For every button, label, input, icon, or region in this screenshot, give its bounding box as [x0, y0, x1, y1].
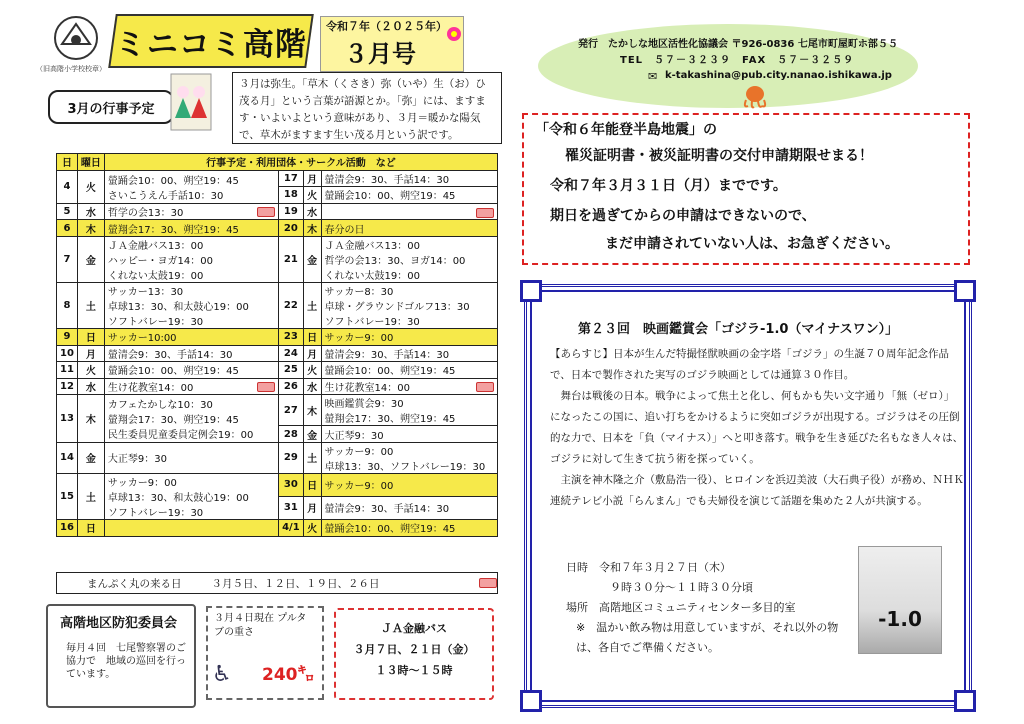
event-cell [321, 442, 497, 473]
event-line: 螢清会9：30、手話14：30 [324, 174, 450, 186]
weekday-cell: 月 [303, 496, 321, 519]
newsletter-title [108, 14, 314, 68]
pulltab-weight: 240㌔ [262, 665, 315, 685]
event-line: ソフトバレー19：30 [107, 507, 204, 519]
event-cell [104, 236, 278, 282]
event-line: 螢踊会10：00、朔空19：45 [324, 366, 456, 378]
day-cell: 8 [57, 282, 78, 328]
fish-truck-days [56, 572, 498, 594]
movie-time: ９時３０分～１１時３０分頃 [566, 581, 753, 594]
event-cell [104, 519, 278, 536]
event-cell [321, 426, 497, 443]
event-cell [104, 473, 278, 519]
event-cell [321, 170, 497, 187]
event-cell [104, 345, 278, 362]
day-cell: 4/1 [279, 519, 304, 536]
weekday-cell: 火 [303, 362, 321, 379]
movie-details [566, 558, 856, 658]
events-heading: 3月の行事予定 [48, 90, 174, 124]
event-line: 春分の日 [324, 224, 365, 236]
event-cell [321, 395, 497, 426]
event-line: 民生委員児童委員定例会19：00 [107, 430, 254, 442]
event-cell [321, 187, 497, 204]
event-line: 大正琴9：30 [324, 430, 384, 442]
ja-bank-bus-box [334, 608, 494, 700]
weekday-cell: 水 [303, 203, 321, 220]
school-emblem-icon [48, 14, 104, 62]
col-day: 日 [57, 154, 78, 171]
day-cell: 25 [279, 362, 304, 379]
issue-month: ３月号 [344, 40, 416, 68]
flower-icon [442, 22, 466, 46]
day-cell: 7 [57, 236, 78, 282]
notice-line-3: 令和７年３月３１日（月）までです。 [550, 178, 787, 194]
event-line: 螢翔会17：30、朔空19：45 [324, 414, 456, 426]
table-row [57, 519, 498, 536]
event-cell [104, 378, 278, 395]
weekday-cell: 日 [77, 328, 104, 345]
truck-icon [476, 382, 494, 392]
weekday-cell: 土 [303, 282, 321, 328]
publisher-address: 発行 たかしな地区活性化協議会 〒926-0836 七尾市町屋町ホ部５５ [578, 39, 898, 50]
synopsis-para-1: 【あらすじ】日本が生んだ特撮怪獣映画の金字塔「ゴジラ」の生誕７０周年記念作品で、日本で製作された実写のゴジラ映画としては通算３０作目。 [550, 348, 949, 381]
synopsis-para-3: 主演を神木隆之介（敷島浩一役）、ヒロインを浜辺美波（大石典子役）が務め、ＮＨＫ連続テレビ小説「らんまん」でも夫婦役を演じて話題を集めた２人が共演する。 [550, 474, 965, 507]
hina-doll-icon [166, 70, 216, 132]
movie-title: 第２３回 映画鑑賞会「ゴジラ-1.0（マイナスワン）」 [578, 322, 899, 337]
col-weekday: 曜日 [77, 154, 104, 171]
day-cell: 21 [279, 236, 304, 282]
day-cell: 26 [279, 378, 304, 395]
event-line: サッカー9：00 [324, 446, 394, 458]
event-line: カフェたかしな10：30 [107, 400, 213, 412]
wheelchair-icon: ♿ [212, 662, 232, 687]
crime-prevention-body: 毎月４回 七尾警察署のご協力で 地域の巡回を行っています。 [66, 643, 186, 680]
truck-icon [257, 382, 275, 392]
event-line: さいこうえん手話10：30 [107, 190, 224, 202]
event-line: 哲学の会13：30 [108, 204, 275, 219]
event-line: ソフトバレー19：30 [324, 316, 420, 328]
event-cell [104, 170, 278, 203]
weekday-cell: 火 [303, 519, 321, 536]
pulltab-label: ３月４日現在 プルタブの重さ [214, 613, 307, 638]
event-line: くれない太鼓19：00 [107, 270, 204, 282]
weekday-cell: 火 [303, 187, 321, 204]
event-cell [104, 395, 278, 443]
weekday-cell: 日 [303, 328, 321, 345]
day-cell: 15 [57, 473, 78, 519]
event-cell [104, 362, 278, 379]
truck-icon [257, 207, 275, 217]
event-cell [104, 442, 278, 473]
weekday-cell: 金 [77, 442, 104, 473]
event-cell [321, 203, 497, 220]
weekday-cell: 土 [77, 473, 104, 519]
day-cell: 27 [279, 395, 304, 426]
weekday-cell: 月 [303, 170, 321, 187]
event-line: ソフトバレー19：30 [107, 316, 204, 328]
event-cell [104, 203, 278, 220]
event-line: 生け花教室14：00 [325, 379, 494, 394]
frame-corner [954, 280, 976, 302]
weekday-cell: 土 [77, 282, 104, 328]
event-line: 螢翔会17：30、朔空19：45 [107, 415, 239, 427]
truck-icon [476, 208, 494, 218]
day-cell: 12 [57, 378, 78, 395]
table-row [57, 328, 498, 345]
table-row [57, 236, 498, 282]
event-line: サッカー9：00 [324, 481, 394, 493]
synopsis-para-2: 舞台は戦後の日本。戦争によって焦土と化し、何もかも失い文字通り「無（ゼロ）」になったこの国に、追い打ちをかけるように突如ゴジラが出現する。ゴジラはその圧倒的な力で、日本を「負（マイナス）」へと叩き落す。戦争を生き延びた名もなき人々は、ゴジラに対して生きて抗う術を探っていく。 [550, 390, 964, 465]
frame-corner [954, 690, 976, 712]
event-line: くれない太鼓19：00 [324, 270, 420, 282]
day-cell: 29 [279, 442, 304, 473]
event-line: 螢踊会10：00、朔空19：45 [324, 524, 456, 536]
day-cell: 31 [279, 496, 304, 519]
event-cell [104, 282, 278, 328]
day-cell: 20 [279, 220, 304, 237]
weekday-cell: 木 [77, 220, 104, 237]
movie-note: ※ 温かい飲み物は用意していますが、それ以外の物は、各自でご準備ください。 [576, 621, 839, 654]
event-line: ＪＡ金融バス13：00 [107, 240, 204, 252]
publisher-phone: TEL ５７－３２３９ FAX ５７－３２５９ [620, 55, 855, 66]
notice-line-2: 罹災証明書・被災証明書の交付申請期限せまる！ [565, 148, 873, 164]
table-row [57, 282, 498, 328]
event-line: 哲学の会13：30、ヨガ14：00 [324, 255, 466, 267]
day-cell: 13 [57, 395, 78, 443]
movie-synopsis [550, 344, 964, 512]
truck-icon [479, 578, 497, 588]
calendar-header-row [57, 154, 498, 171]
weekday-cell: 金 [303, 426, 321, 443]
weekday-cell: 水 [77, 378, 104, 395]
weekday-cell: 木 [303, 395, 321, 426]
event-line: 映画鑑賞会9：30 [324, 399, 404, 411]
event-line: ＪＡ金融バス13：00 [324, 240, 420, 252]
notice-line-5: まだ申請されていない人は、お急ぎください。 [605, 236, 899, 252]
table-row [57, 362, 498, 379]
day-cell: 17 [279, 170, 304, 187]
event-line: 螢清会9：30、手話14：30 [107, 349, 233, 361]
day-cell: 30 [279, 473, 304, 496]
poster-title: -1.0 [878, 607, 922, 631]
ja-bus-time: １３時～１５時 [375, 664, 453, 677]
event-line: 螢清会9：30、手話14：30 [324, 349, 450, 361]
day-cell: 4 [57, 170, 78, 203]
event-cell [321, 496, 497, 519]
weekday-cell: 火 [77, 362, 104, 379]
col-events: 行事予定・利用団体・サークル活動 など [104, 154, 497, 171]
ja-bus-dates: ３月７日、２１日（金） [353, 643, 475, 656]
march-intro: ３月は弥生。「草木（くさき）弥（いや）生（お）ひ茂る月」という言葉が語源とか。「弥」には、ますます・いよいよという意味があり、３月＝暖かな陽気で、草木がますます生い茂る月という訳です。 [232, 72, 502, 144]
table-row [57, 378, 498, 395]
publisher-email[interactable]: k-takashina@pub.city.nanao.ishikawa.jp [665, 70, 892, 81]
event-line: 卓球13：30、和太鼓心19：00 [107, 301, 249, 313]
event-cell [321, 519, 497, 536]
event-line: 生け花教室14：00 [108, 379, 275, 394]
weekday-cell: 日 [303, 473, 321, 496]
octopus-icon [740, 84, 770, 110]
event-line: サッカー8：30 [324, 286, 394, 298]
day-cell: 24 [279, 345, 304, 362]
mail-icon: ✉ [648, 70, 658, 83]
weekday-cell: 日 [77, 519, 104, 536]
event-line: 卓球・グラウンドゴルフ13：30 [324, 301, 470, 313]
ja-bus-title: ＪＡ金融バス [381, 622, 447, 635]
event-line: 螢踊会10：00、朔空19：45 [107, 175, 239, 187]
weekday-cell: 木 [77, 395, 104, 443]
weekday-cell: 水 [303, 378, 321, 395]
event-cell [321, 378, 497, 395]
event-line: 螢踊会10：00、朔空19：45 [107, 366, 239, 378]
event-line: サッカー10:00 [107, 333, 177, 345]
weekday-cell: 木 [303, 220, 321, 237]
event-cell [321, 473, 497, 496]
event-cell [321, 236, 497, 282]
event-line: 螢踊会10：00、朔空19：45 [324, 191, 456, 203]
frame-corner [520, 280, 542, 302]
calendar-body [57, 170, 498, 536]
notice-line-4: 期日を過ぎてからの申請はできないので、 [550, 208, 816, 224]
day-cell: 14 [57, 442, 78, 473]
day-cell: 23 [279, 328, 304, 345]
emblem-caption: （旧高階小学校校章） [36, 65, 106, 73]
day-cell: 11 [57, 362, 78, 379]
day-cell: 5 [57, 203, 78, 220]
notice-line-1: 「令和６年能登半島地震」の [535, 122, 717, 138]
table-row [57, 395, 498, 426]
event-line: サッカー9：00 [324, 333, 394, 345]
event-cell [321, 345, 497, 362]
table-row [57, 170, 498, 187]
weekday-cell: 金 [303, 236, 321, 282]
table-row [57, 442, 498, 473]
weekday-cell: 金 [77, 236, 104, 282]
event-line: サッカー13：30 [107, 286, 184, 298]
day-cell: 9 [57, 328, 78, 345]
event-cell [321, 362, 497, 379]
event-line: 螢清会9：30、手話14：30 [324, 504, 450, 516]
fish-truck-dates: ３月５日、１２日、１９日、２６日 [211, 577, 380, 590]
event-cell [321, 328, 497, 345]
day-cell: 28 [279, 426, 304, 443]
event-line: サッカー9：00 [107, 477, 177, 489]
event-calendar [56, 153, 498, 537]
frame-corner [520, 690, 542, 712]
event-cell [321, 220, 497, 237]
weekday-cell: 土 [303, 442, 321, 473]
weekday-cell: 月 [303, 345, 321, 362]
table-row [57, 473, 498, 496]
weekday-cell: 火 [77, 170, 104, 203]
crime-prevention-title: 高階地区防犯委員会 [60, 616, 178, 631]
weekday-cell: 月 [77, 345, 104, 362]
movie-date: 日時 令和７年３月２７日（木） [566, 561, 731, 574]
day-cell: 22 [279, 282, 304, 328]
movie-place: 場所 高階地区コミュニティセンター多目的室 [566, 601, 796, 614]
event-line: 卓球13：30、和太鼓心19：00 [107, 492, 249, 504]
day-cell: 19 [279, 203, 304, 220]
event-line: 螢翔会17：30、朔空19：45 [107, 224, 239, 236]
day-cell: 10 [57, 345, 78, 362]
table-row [57, 220, 498, 237]
movie-poster [858, 546, 942, 654]
day-cell: 6 [57, 220, 78, 237]
day-cell: 16 [57, 519, 78, 536]
event-line: 卓球13：30、ソフトバレー19：30 [324, 461, 486, 473]
event-line: ハッピー・ヨガ14：00 [107, 255, 213, 267]
newsletter-title-text: ミニコミ高階 [115, 26, 307, 63]
event-line: 大正琴9：30 [107, 454, 168, 466]
event-cell [104, 220, 278, 237]
event-cell [321, 282, 497, 328]
event-cell [104, 328, 278, 345]
table-row [57, 203, 498, 220]
fish-truck-label: まんぷく丸の来る日 [87, 577, 182, 590]
day-cell: 18 [279, 187, 304, 204]
issue-year: 令和７年（２０２５年） [326, 20, 447, 33]
table-row [57, 345, 498, 362]
weekday-cell: 水 [77, 203, 104, 220]
